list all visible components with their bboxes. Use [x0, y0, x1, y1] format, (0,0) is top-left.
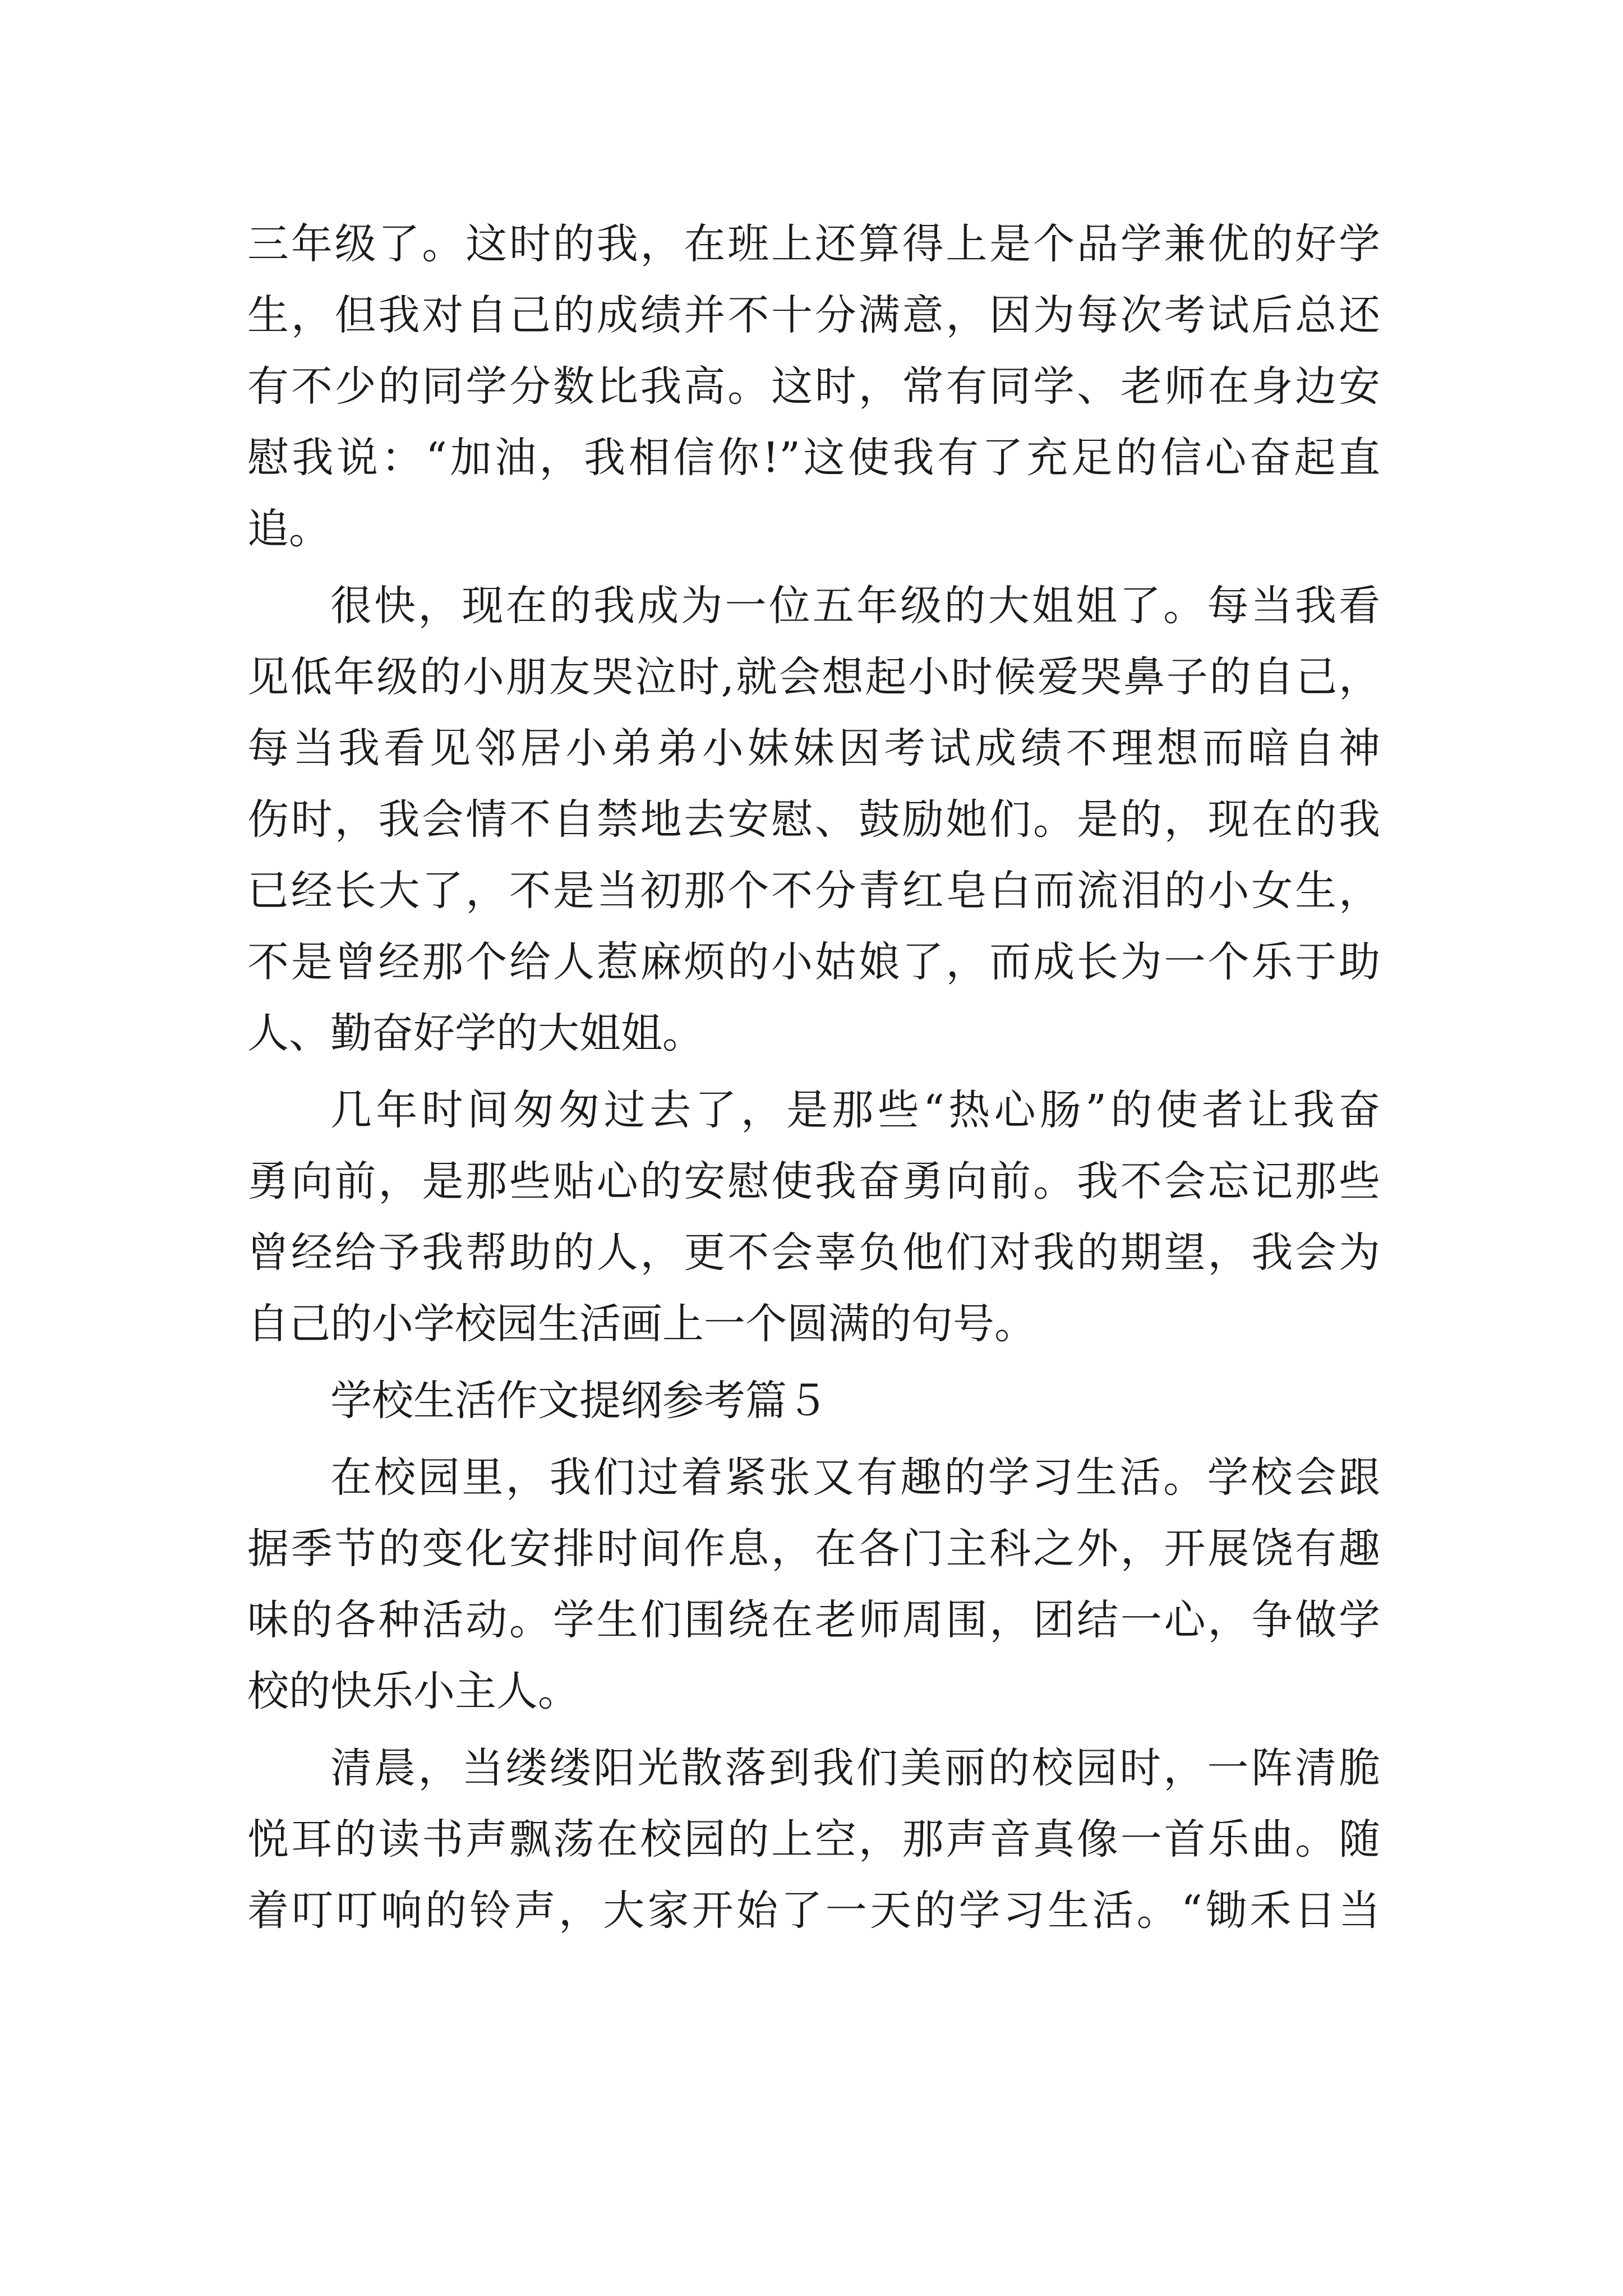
text-line: 慰我说：“加油，我相信你!”这使我有了充足的信心奋起直 — [247, 434, 1380, 482]
text-line: 勇向前，是那些贴心的安慰使我奋勇向前。我不会忘记那些 — [247, 1157, 1380, 1205]
paragraph — [247, 1075, 1380, 1360]
text-line: 着叮叮响的铃声，大家开始了一天的学习生活。“锄禾日当 — [247, 1887, 1380, 1935]
text-line: 据季节的变化安排时间作息，在各门主科之外，开展饶有趣 — [247, 1525, 1380, 1573]
text-line: 校的快乐小主人。 — [247, 1667, 579, 1715]
text-line: 味的各种活动。学生们围绕在老师周围，团结一心，争做学 — [247, 1596, 1380, 1644]
text-line: 已经长大了，不是当初那个不分青红皂白而流泪的小女生， — [247, 867, 1380, 915]
text-line: 见低年级的小朋友哭泣时,就会想起小时候爱哭鼻子的自己， — [247, 653, 1380, 701]
document-body — [247, 209, 1380, 1947]
text-line: 有不少的同学分数比我高。这时，常有同学、老师在身边安 — [247, 362, 1380, 411]
text-line: 曾经给予我帮助的人，更不会辜负他们对我的期望，我会为 — [247, 1228, 1380, 1277]
text-line: 几年时间匆匆过去了，是那些“热心肠”的使者让我奋 — [330, 1086, 1380, 1134]
text-line: 清晨，当缕缕阳光散落到我们美丽的校园时，一阵清脆 — [330, 1744, 1380, 1792]
text-line: 不是曾经那个给人惹麻烦的小姑娘了，而成长为一个乐于助 — [247, 938, 1380, 986]
text-line: 自己的小学校园生活画上一个圆满的句号。 — [247, 1300, 1036, 1348]
section-heading — [247, 1365, 1380, 1437]
text-line: 追。 — [247, 505, 330, 553]
text-line: 悦耳的读书声飘荡在校园的上空，那声音真像一首乐曲。随 — [247, 1815, 1380, 1864]
heading-line: 学校生活作文提纲参考篇５ — [330, 1377, 828, 1425]
text-line: 很快，现在的我成为一位五年级的大姐姐了。每当我看 — [330, 582, 1380, 630]
paragraph — [247, 1442, 1380, 1727]
text-line: 人、勤奋好学的大姐姐。 — [247, 1009, 704, 1057]
text-line: 生，但我对自己的成绩并不十分满意，因为每次考试后总还 — [247, 291, 1380, 339]
paragraph — [247, 570, 1380, 1069]
paragraph — [247, 209, 1380, 565]
text-line: 伤时，我会情不自禁地去安慰、鼓励她们。是的，现在的我 — [247, 795, 1380, 844]
paragraph — [247, 1733, 1380, 1947]
text-line: 三年级了。这时的我，在班上还算得上是个品学兼优的好学 — [247, 220, 1380, 268]
text-line: 每当我看见邻居小弟弟小妹妹因考试成绩不理想而暗自神 — [247, 724, 1380, 772]
text-line: 在校园里，我们过着紧张又有趣的学习生活。学校会跟 — [330, 1453, 1380, 1502]
